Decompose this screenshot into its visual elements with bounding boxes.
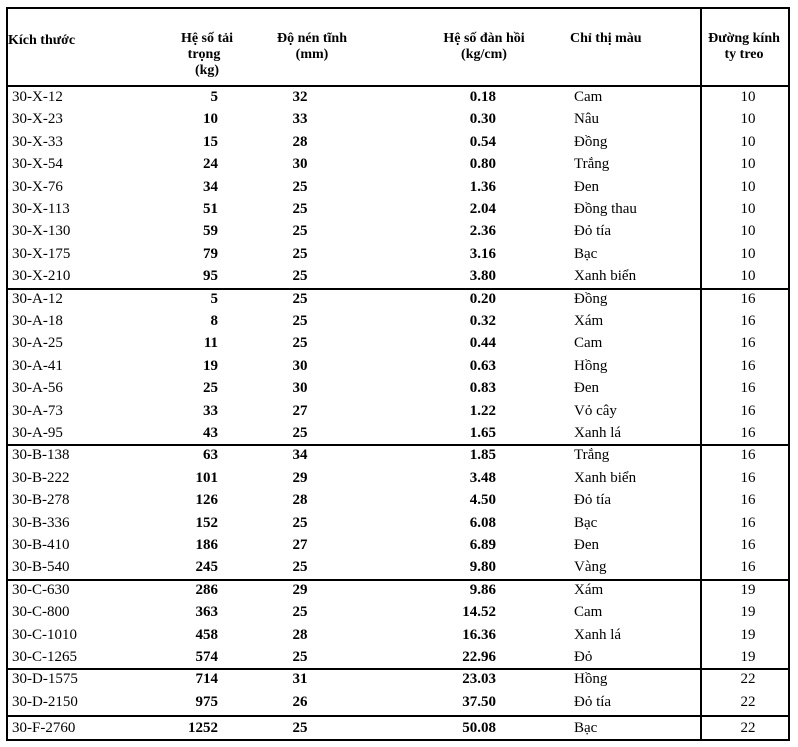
cell-compression: 25 xyxy=(292,425,308,441)
cell-elastic: 0.83 xyxy=(469,380,496,397)
cell-color: Cam xyxy=(574,604,603,621)
table-row xyxy=(8,535,788,557)
cell-compression: 29 xyxy=(292,581,308,598)
cell-load: 152 xyxy=(195,514,218,531)
cell-diameter: 16 xyxy=(740,447,756,464)
header-diameter-line1: Đường kính xyxy=(708,31,780,46)
table-row xyxy=(8,87,788,109)
cell-load: 34 xyxy=(203,178,218,195)
table-row xyxy=(8,109,788,131)
cell-elastic: 23.03 xyxy=(462,671,496,688)
cell-color: Xanh biển xyxy=(574,469,637,486)
cell-color: Đỏ tía xyxy=(574,492,612,509)
cell-size: 30-X-130 xyxy=(12,223,71,240)
cell-elastic: 1.36 xyxy=(469,178,496,195)
cell-diameter: 10 xyxy=(740,223,756,240)
cell-diameter: 16 xyxy=(740,290,756,307)
cell-size: 30-C-1265 xyxy=(12,649,77,665)
cell-compression: 28 xyxy=(292,626,308,643)
cell-load: 11 xyxy=(203,335,218,352)
table-row xyxy=(8,378,788,400)
cell-load: 126 xyxy=(195,492,218,509)
cell-load: 15 xyxy=(203,133,218,150)
cell-compression: 25 xyxy=(292,514,308,531)
cell-elastic: 16.36 xyxy=(462,626,496,643)
cell-size: 30-B-222 xyxy=(12,469,70,486)
cell-diameter: 10 xyxy=(740,133,756,150)
cell-load: 5 xyxy=(210,89,218,105)
table-row xyxy=(8,333,788,355)
header-load xyxy=(162,31,252,79)
cell-diameter: 16 xyxy=(740,425,756,441)
cell-compression: 31 xyxy=(292,671,308,688)
cell-size: 30-B-410 xyxy=(12,537,70,553)
cell-size: 30-A-95 xyxy=(12,425,63,441)
cell-load: 574 xyxy=(195,649,218,665)
cell-load: 79 xyxy=(203,245,218,262)
cell-load: 59 xyxy=(203,223,218,240)
cell-compression: 26 xyxy=(292,693,308,710)
cell-color: Bạc xyxy=(574,514,598,531)
cell-color: Xanh lá xyxy=(574,626,622,643)
cell-color: Cam xyxy=(574,89,603,105)
cell-elastic: 3.48 xyxy=(469,469,496,486)
cell-size: 30-B-540 xyxy=(12,559,70,576)
group-separator xyxy=(8,444,788,446)
cell-elastic: 0.20 xyxy=(469,290,496,307)
header-load-line2: trọng xyxy=(187,47,221,62)
cell-elastic: 6.08 xyxy=(469,514,496,531)
cell-elastic: 9.80 xyxy=(469,559,496,576)
cell-diameter: 22 xyxy=(740,671,756,688)
cell-size: 30-X-175 xyxy=(12,245,71,262)
group-separator xyxy=(8,579,788,581)
cell-color: Trắng xyxy=(574,156,610,173)
cell-compression: 25 xyxy=(292,649,308,665)
cell-diameter: 10 xyxy=(740,268,756,285)
table-row xyxy=(8,445,788,467)
cell-elastic: 4.50 xyxy=(469,492,496,509)
cell-compression: 25 xyxy=(292,178,308,195)
table-row xyxy=(8,580,788,602)
cell-size: 30-D-1575 xyxy=(12,671,78,688)
cell-compression: 34 xyxy=(292,447,308,464)
cell-color: Đỏ tía xyxy=(574,223,612,240)
header-compression-line2: (mm) xyxy=(295,47,329,62)
cell-elastic: 3.80 xyxy=(469,268,496,285)
cell-color: Xanh lá xyxy=(574,425,622,441)
header-load-line1: Hệ số tải xyxy=(180,31,234,46)
cell-load: 19 xyxy=(203,357,218,374)
cell-color: Đồng xyxy=(574,133,608,150)
cell-diameter: 16 xyxy=(740,492,756,509)
cell-size: 30-X-76 xyxy=(12,178,63,195)
cell-load: 714 xyxy=(195,671,218,688)
cell-size: 30-A-12 xyxy=(12,290,63,307)
cell-color: Xanh biển xyxy=(574,268,637,285)
cell-diameter: 10 xyxy=(740,111,756,128)
cell-load: 95 xyxy=(203,268,218,285)
cell-compression: 30 xyxy=(292,380,308,397)
cell-diameter: 16 xyxy=(740,357,756,374)
cell-compression: 27 xyxy=(292,402,308,419)
cell-color: Hồng xyxy=(574,357,608,374)
cell-size: 30-D-2150 xyxy=(12,693,78,710)
table-row xyxy=(8,692,788,714)
header-diameter xyxy=(700,31,788,63)
cell-elastic: 0.30 xyxy=(469,111,496,128)
cell-compression: 28 xyxy=(292,133,308,150)
cell-compression: 33 xyxy=(292,111,308,128)
table-row xyxy=(8,490,788,512)
table-row xyxy=(8,468,788,490)
cell-size: 30-X-54 xyxy=(12,156,63,173)
cell-color: Bạc xyxy=(574,720,598,737)
cell-diameter: 16 xyxy=(740,402,756,419)
cell-diameter: 19 xyxy=(740,604,756,621)
cell-elastic: 2.36 xyxy=(469,223,496,240)
cell-compression: 27 xyxy=(292,537,308,553)
cell-load: 25 xyxy=(203,380,218,397)
cell-color: Vàng xyxy=(574,559,607,576)
cell-color: Bạc xyxy=(574,245,598,262)
cell-load: 43 xyxy=(203,425,218,441)
table-row xyxy=(8,602,788,624)
cell-size: 30-X-113 xyxy=(12,201,70,217)
cell-elastic: 1.65 xyxy=(469,425,496,441)
table-row xyxy=(8,356,788,378)
cell-size: 30-X-210 xyxy=(12,268,71,285)
table-row xyxy=(8,132,788,154)
cell-size: 30-A-18 xyxy=(12,313,63,329)
header-size: Kích thước xyxy=(8,33,76,48)
cell-load: 5 xyxy=(210,290,218,307)
cell-diameter: 16 xyxy=(740,537,756,553)
cell-color: Đồng xyxy=(574,290,608,307)
cell-compression: 30 xyxy=(292,357,308,374)
cell-size: 30-B-138 xyxy=(12,447,70,464)
cell-elastic: 0.32 xyxy=(469,313,496,329)
cell-elastic: 9.86 xyxy=(469,581,496,598)
cell-color: Cam xyxy=(574,335,603,352)
cell-compression: 25 xyxy=(292,245,308,262)
cell-elastic: 0.80 xyxy=(469,156,496,173)
header-color: Chỉ thị màu xyxy=(570,31,642,46)
cell-load: 245 xyxy=(195,559,218,576)
cell-compression: 25 xyxy=(292,268,308,285)
cell-compression: 25 xyxy=(292,223,308,240)
cell-color: Đen xyxy=(574,537,599,553)
table-row xyxy=(8,154,788,176)
group-separator xyxy=(8,288,788,290)
cell-compression: 28 xyxy=(292,492,308,509)
cell-diameter: 16 xyxy=(740,559,756,576)
cell-load: 101 xyxy=(195,469,218,486)
cell-size: 30-X-12 xyxy=(12,89,63,105)
table-row xyxy=(8,718,788,740)
cell-compression: 30 xyxy=(292,156,308,173)
cell-diameter: 16 xyxy=(740,514,756,531)
cell-diameter: 19 xyxy=(740,649,756,665)
cell-color: Đỏ xyxy=(574,649,593,665)
cell-diameter: 10 xyxy=(740,245,756,262)
cell-color: Trắng xyxy=(574,447,610,464)
cell-diameter: 10 xyxy=(740,156,756,173)
cell-elastic: 0.54 xyxy=(469,133,496,150)
header-load-line3: (kg) xyxy=(194,63,220,78)
header-diameter-line2: ty treo xyxy=(724,47,764,62)
cell-load: 10 xyxy=(203,111,218,128)
cell-elastic: 0.63 xyxy=(469,357,496,374)
cell-elastic: 0.44 xyxy=(469,335,496,352)
cell-compression: 25 xyxy=(292,559,308,576)
cell-elastic: 14.52 xyxy=(462,604,496,621)
cell-compression: 32 xyxy=(292,89,308,105)
cell-load: 63 xyxy=(203,447,218,464)
cell-diameter: 22 xyxy=(740,720,756,737)
cell-size: 30-A-25 xyxy=(12,335,63,352)
cell-compression: 25 xyxy=(292,335,308,352)
cell-size: 30-A-41 xyxy=(12,357,63,374)
cell-elastic: 0.18 xyxy=(469,89,496,105)
cell-color: Vỏ cây xyxy=(574,402,617,419)
cell-elastic: 50.08 xyxy=(462,720,496,737)
group-separator xyxy=(8,715,788,717)
cell-diameter: 22 xyxy=(740,693,756,710)
cell-load: 51 xyxy=(203,201,218,217)
cell-diameter: 16 xyxy=(740,469,756,486)
table-row xyxy=(8,625,788,647)
cell-load: 363 xyxy=(195,604,218,621)
table-row xyxy=(8,177,788,199)
cell-size: 30-B-278 xyxy=(12,492,70,509)
cell-compression: 25 xyxy=(292,313,308,329)
cell-size: 30-C-800 xyxy=(12,604,70,621)
cell-size: 30-X-23 xyxy=(12,111,63,128)
cell-compression: 25 xyxy=(292,720,308,737)
table-row xyxy=(8,266,788,288)
table-row xyxy=(8,289,788,311)
cell-diameter: 19 xyxy=(740,581,756,598)
cell-load: 33 xyxy=(203,402,218,419)
cell-diameter: 16 xyxy=(740,380,756,397)
table-row xyxy=(8,199,788,221)
header-compression-line1: Độ nén tĩnh xyxy=(276,31,348,46)
cell-load: 286 xyxy=(195,581,218,598)
cell-load: 975 xyxy=(195,693,218,710)
cell-size: 30-A-73 xyxy=(12,402,63,419)
table-row xyxy=(8,401,788,423)
cell-diameter: 19 xyxy=(740,626,756,643)
cell-compression: 25 xyxy=(292,290,308,307)
cell-color: Xám xyxy=(574,581,604,598)
table-row xyxy=(8,557,788,579)
cell-load: 458 xyxy=(195,626,218,643)
group-separator xyxy=(8,668,788,670)
cell-elastic: 6.89 xyxy=(469,537,496,553)
cell-load: 24 xyxy=(203,156,218,173)
cell-color: Đen xyxy=(574,178,599,195)
cell-diameter: 16 xyxy=(740,313,756,329)
table-row xyxy=(8,423,788,445)
cell-color: Đỏ tía xyxy=(574,693,612,710)
cell-color: Đồng thau xyxy=(574,201,637,217)
cell-load: 1252 xyxy=(188,720,218,737)
table-row xyxy=(8,647,788,669)
cell-diameter: 10 xyxy=(740,178,756,195)
cell-load: 8 xyxy=(210,313,218,329)
cell-elastic: 22.96 xyxy=(462,649,496,665)
cell-color: Xám xyxy=(574,313,604,329)
cell-elastic: 3.16 xyxy=(469,245,496,262)
header-elastic-line1: Hệ số đàn hồi xyxy=(443,31,525,46)
cell-diameter: 16 xyxy=(740,335,756,352)
cell-diameter: 10 xyxy=(740,89,756,105)
header-elastic xyxy=(426,31,542,63)
cell-compression: 25 xyxy=(292,201,308,217)
table-header xyxy=(8,9,788,85)
cell-size: 30-C-1010 xyxy=(12,626,77,643)
table-row xyxy=(8,669,788,691)
cell-color: Hồng xyxy=(574,671,608,688)
cell-size: 30-C-630 xyxy=(12,581,70,598)
cell-size: 30-B-336 xyxy=(12,514,70,531)
cell-size: 30-F-2760 xyxy=(12,720,76,737)
cell-elastic: 37.50 xyxy=(462,693,496,710)
cell-elastic: 1.85 xyxy=(469,447,496,464)
header-compression xyxy=(262,31,362,63)
cell-compression: 25 xyxy=(292,604,308,621)
cell-size: 30-A-56 xyxy=(12,380,63,397)
cell-size: 30-X-33 xyxy=(12,133,63,150)
cell-compression: 29 xyxy=(292,469,308,486)
cell-color: Nâu xyxy=(574,111,599,128)
table-row xyxy=(8,513,788,535)
cell-color: Đen xyxy=(574,380,599,397)
table-row xyxy=(8,244,788,266)
table-row xyxy=(8,221,788,243)
table-row xyxy=(8,311,788,333)
cell-elastic: 1.22 xyxy=(469,402,496,419)
header-elastic-line2: (kg/cm) xyxy=(461,47,507,62)
cell-diameter: 10 xyxy=(740,201,756,217)
cell-elastic: 2.04 xyxy=(469,201,496,217)
cell-load: 186 xyxy=(195,537,218,553)
